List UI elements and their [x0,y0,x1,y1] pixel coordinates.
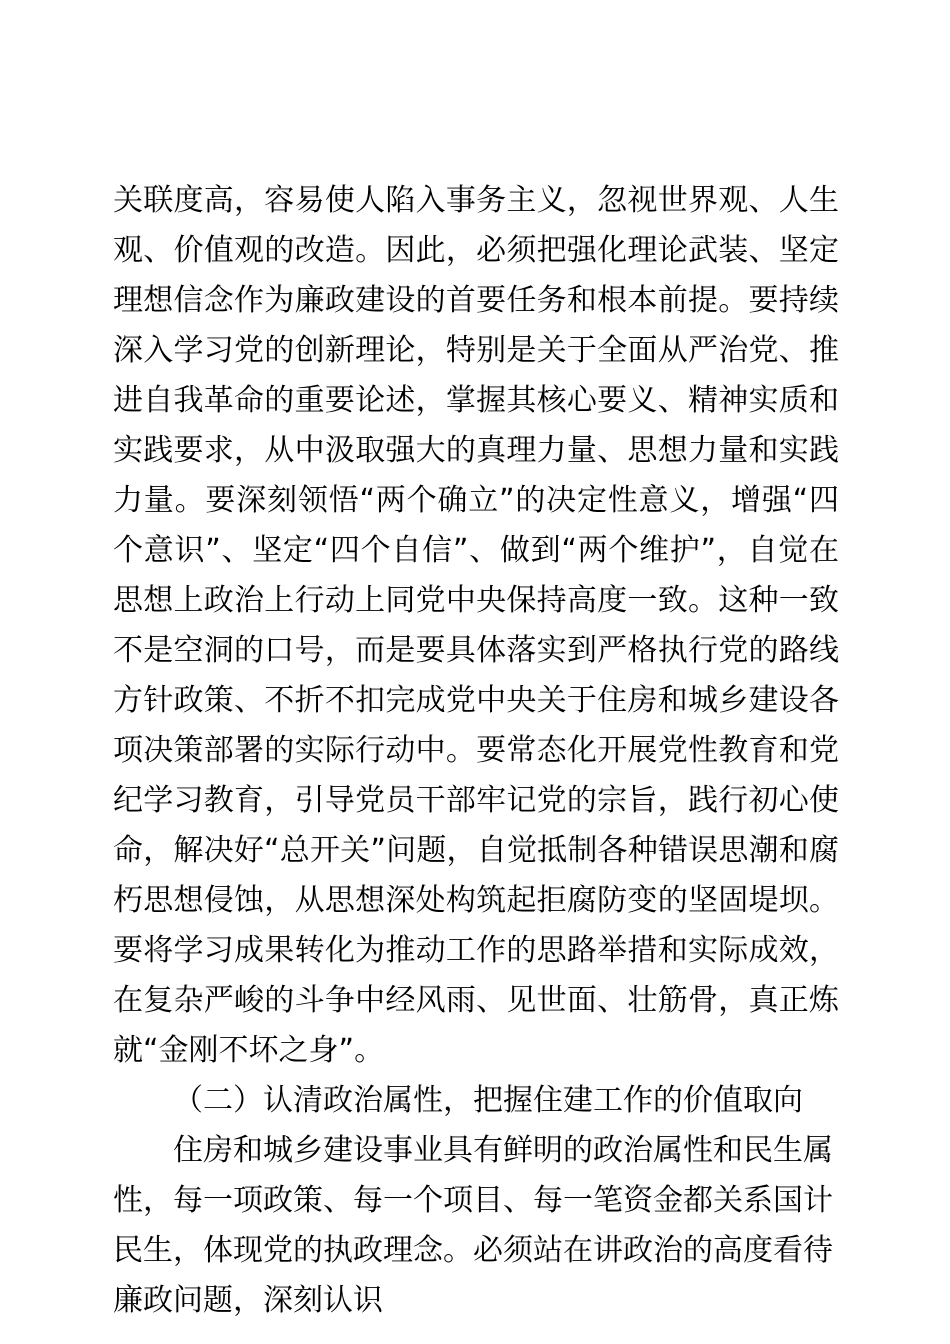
document-body [113,176,839,1326]
paragraph-2: 住房和城乡建设事业具有鲜明的政治属性和民生属性，每一项政策、每一个项目、每一笔资金都关系国计民生，体现党的执政理念。必须站在讲政治的高度看待廉政问题，深刻认识 [113,1133,833,1318]
paragraph-1: 关联度高，容易使人陷入事务主义，忽视世界观、人生观、价值观的改造。因此，必须把强化理论武装、坚定理想信念作为廉政建设的首要任务和根本前提。要持续深入学习党的创新理论，特别是关于全面从严治党、推进自我革命的重要论述，掌握其核心要义、精神实质和实践要求，从中汲取强大的真理力量、思想力量和实践力量。要深刻领悟“两个确立”的决定性意义，增强“四个意识”、坚定“四个自信”、做到“两个维护”，自觉在思想上政治上行动上同党中央保持高度一致。这种一致不是空洞的口号，而是要具体落实到严格执行党的路线方针政策、不折不扣完成党中央关于住房和城乡建设各项决策部署的实际行动中。要常态化开展党性教育和党纪学习教育，引导党员干部牢记党的宗旨，践行初心使命，解决好“总开关”问题，自觉抵制各种错误思潮和腐朽思想侵蚀，从思想深处构筑起拒腐防变的坚固堤坝。要将学习成果转化为推动工作的思路举措和实际成效，在复杂严峻的斗争中经风雨、见世面、壮筋骨，真正炼就“金刚不坏之身”。 [113,183,839,1068]
section-heading-two: （二）认清政治属性，把握住建工作的价值取向 [173,1083,803,1118]
